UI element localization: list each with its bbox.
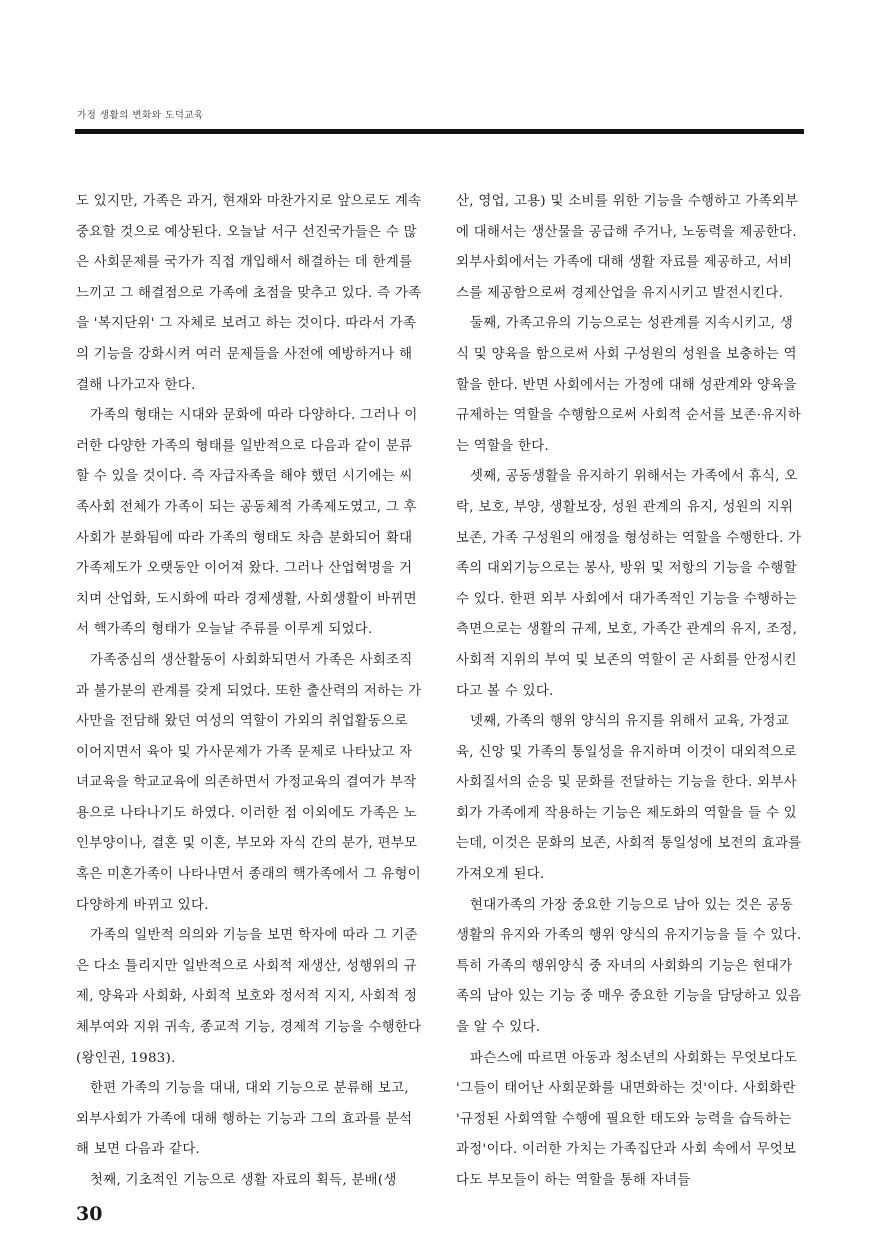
paragraph: 파슨스에 따르면 아동과 청소년의 사회화는 무엇보다도 '그들이 태어난 사회문화를 내면화하는 것'이다. 사회화란 '규정된 사회역할 수행에 필요한 태도와 능력을 습득하는 과정'이다. 이러한 가치는 가족집단과 사회 속에서 무엇보다도 부모들이 하는 역할을 통해 자녀들 [456,1050,798,1188]
right-column [456,187,804,1197]
left-column [76,187,424,1197]
paragraph: 첫째, 기초적인 기능으로 생활 자료의 획득, 분배(생 [90,1173,397,1188]
paragraph: 가족의 일반적 의의와 기능을 보면 학자에 따라 그 기준은 다소 틀리지만 일반적으로 사회적 재생산, 성행위의 규제, 양육과 사회화, 사회적 보호와 정서적 지지, 사회적 정체부여와 지위 귀속, 종교적 기능, 경제적 기능을 수행한다(왕인권, 1983). [76,928,422,1066]
paragraph: 한편 가족의 기능을 대내, 대외 기능으로 분류해 보고, 외부사회가 가족에 대해 행하는 기능과 그의 효과를 분석해 보면 다음과 같다. [76,1081,413,1158]
paragraph: 도 있지만, 가족은 과거, 현재와 마찬가지로 앞으로도 계속 중요할 것으로 예상된다. 오늘날 서구 선진국가들은 수 많은 사회문제를 국가가 직접 개입해서 해결하는 데 한계를 느끼고 그 해결점으로 가족에 초점을 맞추고 있다. 즉 가족을 '복지단위' 그 자체로 보려고 하는 것이다. 따라서 가족의 기능을 강화시켜 여러 문제들을 사전에 예방하거나 해결해 나가고자 한다. [76,194,422,393]
page-number: 30 [76,1203,103,1225]
paragraph: 가족중심의 생산활동이 사회화되면서 가족은 사회조직과 불가분의 관계를 갖게 되었다. 또한 출산력의 저하는 가사만을 전담해 왔던 여성의 역할이 가외의 취업활동으로 이어지면서 육아 및 가사문제가 가족 문제로 나타났고 자녀교육을 학교교육에 의존하면서 가정교육의 결여가 부작용으로 나타나기도 하였다. 이러한 점 이외에도 가족은 노인부양이나, 결혼 및 이혼, 부모와 자식 간의 분가, 편부모 혹은 미혼가족이 나타나면서 종래의 핵가족에서 그 유형이 다양하게 바뀌고 있다. [76,652,422,913]
paragraph: 넷째, 가족의 행위 양식의 유지를 위해서 교육, 가정교육, 신앙 및 가족의 통일성을 유지하며 이것이 대외적으로 사회질서의 순응 및 문화를 전달하는 기능을 한다. 외부사회가 가족에게 작용하는 기능은 제도화의 역할을 들 수 있는데, 이것은 문화의 보존, 사회적 통일성에 보전의 효과를 가져오게 된다. [456,714,802,883]
paragraph: 셋째, 공동생활을 유지하기 위해서는 가족에서 휴식, 오락, 보호, 부양, 생활보장, 성원 관계의 유지, 성원의 지위 보존, 가족 구성원의 애정을 형성하는 역할을 수행한다. 가족의 대외기능으로는 봉사, 방위 및 저항의 기능을 수행할 수 있다. 한편 외부 사회에서 대가족적인 기능을 수행하는 측면으로는 생활의 규제, 보호, 가족간 관계의 유지, 조정, 사회적 지위의 부여 및 보존의 역할이 곧 사회를 안정시킨다고 볼 수 있다. [456,469,802,699]
paragraph: 가족의 형태는 시대와 문화에 따라 다양하다. 그러나 이러한 다양한 가족의 형태를 일반적으로 다음과 같이 분류할 수 있을 것이다. 즉 자급자족을 해야 했던 시기에는 씨족사회 전체가 가족이 되는 공동체적 가족제도였고, 그 후 사회가 분화됨에 따라 가족의 형태도 차츰 분화되어 확대 가족제도가 오랫동안 이어져 왔다. 그러나 산업혁명을 거치며 산업화, 도시화에 따라 경제생활, 사회생활이 바뀌면서 핵가족의 형태가 오늘날 주류를 이루게 되었다. [76,408,418,638]
paragraph: 둘째, 가족고유의 기능으로는 성관계를 지속시키고, 생식 및 양육을 함으로써 사회 구성원의 성원을 보충하는 역할을 한다. 반면 사회에서는 가정에 대해 성관계와 양육을 규제하는 역할을 수행함으로써 사회적 순서를 보존·유지하는 역할을 한다. [456,316,801,454]
running-header: 가정 생활의 변화와 도덕교육 [77,110,204,121]
paragraph: 현대가족의 가장 중요한 기능으로 남아 있는 것은 공동생활의 유지와 가족의 행위 양식의 유지기능을 들 수 있다. 특히 가족의 행위양식 중 자녀의 사회화의 기능은 현대가족의 남아 있는 기능 중 매우 중요한 기능을 담당하고 있음을 알 수 있다. [456,897,802,1036]
header-rule [75,129,804,134]
paragraph: 산, 영업, 고용) 및 소비를 위한 기능을 수행하고 가족외부에 대해서는 생산물을 공급해 주거나, 노동력을 제공한다. 외부사회에서는 가족에 대해 생활 자료를 제공하고, 서비스를 제공함으로써 경제산업을 유지시키고 발전시킨다. [456,194,799,301]
